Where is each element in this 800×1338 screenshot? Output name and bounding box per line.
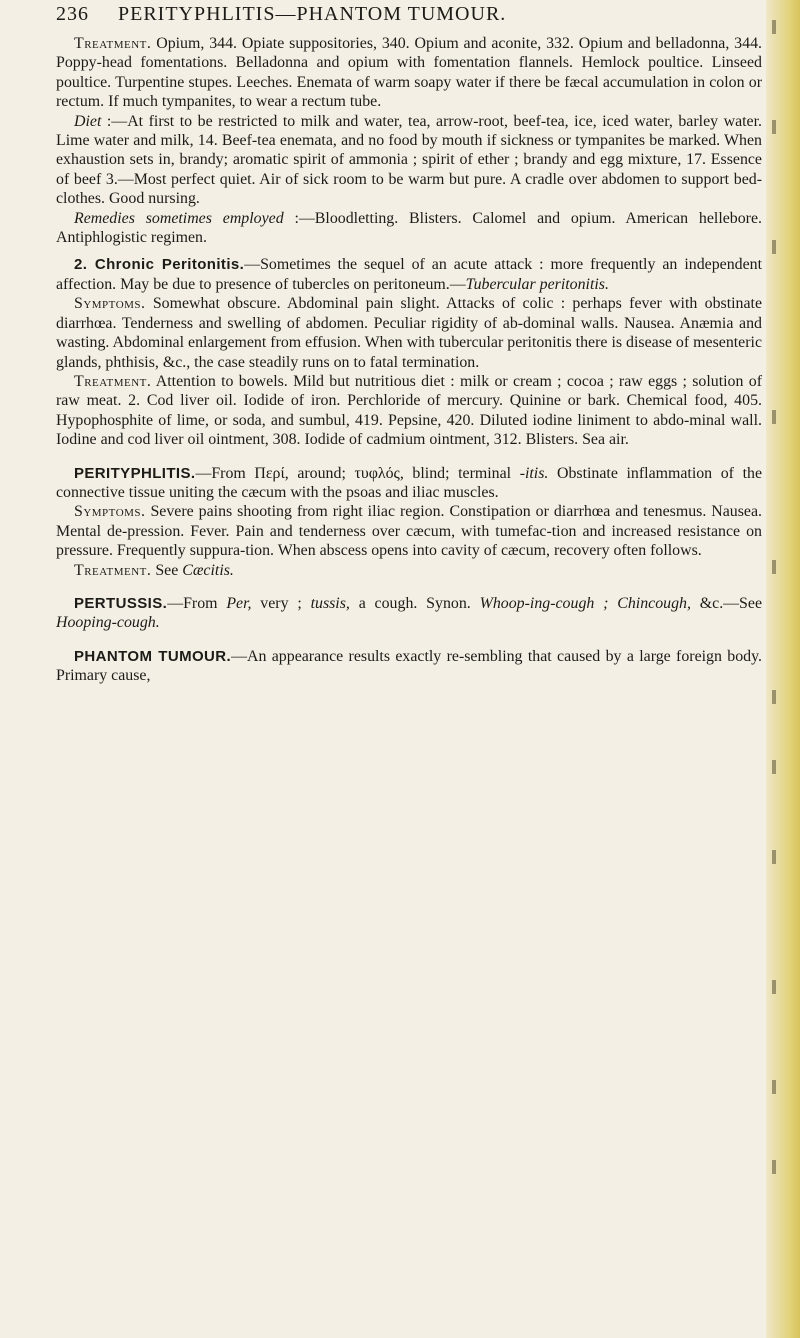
paragraph-text: Severe pains shooting from right iliac region. Constipation or diarrhœa and tenesmus. Nausea. Mental de-pression. Fever. Pain and tenderness over cæcum, with tumefac-tion and increased resistance on pressure. Frequently suppura-tion. When abscess opens into cavity of cæcum, recovery often follows. <box>56 503 762 560</box>
edge-mark <box>772 850 776 864</box>
section-head: Treatment. <box>74 372 152 390</box>
paragraph-text: a cough. Synon. <box>349 594 480 612</box>
paragraph-italic: -itis. <box>519 464 549 482</box>
section-head: Symptoms. <box>74 503 146 521</box>
section-head: Remedies sometimes employed <box>74 209 284 227</box>
paragraph-text: Opium, 344. Opiate suppositories, 340. Opium and aconite, 332. Opium and belladonna, 344. Poppy-head fomentations. Belladonna and opium with fomentation flannels. Hemlock poultice. Linseed poultice. Turpentine stupes. Leeches. Enemata of warm soapy water if there be fæcal accumulation in colon or rectum. If much tympanites, to wear a rectum tube. <box>56 35 762 111</box>
page-edge-shadow <box>766 0 800 1338</box>
paragraph-text: &c.—See <box>690 594 762 612</box>
paragraph-text: Obstinate inflammation of the connective tissue uniting the cæcum with the psoas and iliac muscles. <box>56 464 762 501</box>
running-title: PERITYPHLITIS—PHANTOM TUMOUR. <box>118 3 507 25</box>
paragraph-italic: Cæcitis. <box>182 561 234 579</box>
edge-mark <box>772 690 776 704</box>
paragraph-italic: Per, <box>226 594 252 612</box>
entry-head: PERTUSSIS. <box>74 594 168 612</box>
paragraph-text: very ; <box>251 594 311 612</box>
section-head: Diet <box>74 112 102 130</box>
paragraph-italic: tussis, <box>310 594 350 612</box>
paragraph-italic: Tubercular peritonitis. <box>465 275 609 293</box>
running-header <box>56 3 756 33</box>
edge-mark <box>772 240 776 254</box>
paragraph-remedies <box>56 209 762 248</box>
section-head: Treatment. <box>74 35 152 52</box>
edge-mark <box>772 120 776 134</box>
paragraph-diet <box>56 112 762 209</box>
edge-mark <box>772 980 776 994</box>
entry-phantom-tumour <box>56 647 762 686</box>
paragraph-text: Somewhat obscure. Abdominal pain slight. Attacks of colic : perhaps fever with obstinate diarrhœa. Tenderness and swelling of abdomen. Peculiar rigidity of ab-dominal walls. Nausea. Anæmia and wasting. Abdominal enlargement from effusion. When with tubercular peritonitis there is disease of mesenteric glands, phthisis, &c., the case steadily runs on to fatal termination. <box>56 295 762 371</box>
page-number: 236 <box>56 3 89 25</box>
paragraph-text: See <box>151 561 183 579</box>
edge-mark <box>772 560 776 574</box>
paragraph-symptoms-chronic <box>56 294 762 372</box>
edge-mark <box>772 1160 776 1174</box>
entry-head: PHANTOM TUMOUR. <box>74 647 232 665</box>
section-head: Symptoms. <box>74 295 146 313</box>
paragraph-treatment-acute <box>56 34 762 112</box>
paragraph-text: :—Bloodletting. Blisters. Calomel and opium. American hellebore. Antiphlogistic regimen. <box>56 209 763 247</box>
edge-mark <box>772 1080 776 1094</box>
entry-pertussis <box>56 594 762 633</box>
edge-mark <box>772 410 776 424</box>
paragraph-italic: Hooping-cough. <box>56 614 160 632</box>
entry-perityphlitis <box>56 464 762 503</box>
page-body <box>56 34 762 686</box>
paragraph-text: :—At first to be restricted to milk and water, tea, arrow-root, beef-tea, ice, iced water, barley water. Lime water and milk, 14. Beef-tea enemata, and no food by mouth if sickness or tympanites be marked. When exhaustion sets in, brandy; aromatic spirit of ammonia ; spirit of ether ; brandy and egg mixture, 17. Essence of beef 3.—Most perfect quiet. Air of sick room to be warm but pure. A cradle over abdomen to support bed-clothes. Good nursing. <box>56 112 762 208</box>
paragraph-text: —Sometimes the sequel of an acute attack : more frequently an independent affection. May be due to presence of tubercles on peritoneum.— <box>56 256 762 293</box>
paragraph-chronic-peritonitis <box>56 255 762 294</box>
paragraph-treatment-perityphlitis <box>56 561 762 580</box>
paragraph-treatment-chronic <box>56 372 762 450</box>
paragraph-italic: Whoop-ing-cough ; Chincough, <box>479 594 691 612</box>
edge-mark <box>772 760 776 774</box>
section-head: Treatment. <box>74 561 152 579</box>
paragraph-symptoms-perityphlitis <box>56 502 762 560</box>
paragraph-text: —An appearance results exactly re-sembling that caused by a large foreign body. Primary cause, <box>56 647 762 685</box>
paragraph-text: —From Περί, around; τυφλός, blind; terminal <box>195 464 520 482</box>
edge-mark <box>772 20 776 34</box>
entry-head: PERITYPHLITIS. <box>74 464 196 482</box>
entry-head: 2. Chronic Peritonitis. <box>74 256 245 274</box>
paragraph-text: Attention to bowels. Mild but nutritious diet : milk or cream ; cocoa ; raw eggs ; solution of raw meat. 2. Cod liver oil. Iodide of iron. Perchloride of mercury. Quinine or bark. Chemical food, 405. Hypophosphite of lime, or soda, and sumbul, 419. Pepsine, 420. Diluted iodine liniment to abdo-minal wall. Iodine and cod liver oil ointment, 308. Iodide of cadmium ointment, 312. Blisters. Sea air. <box>56 372 762 449</box>
paragraph-text: —From <box>167 594 227 612</box>
